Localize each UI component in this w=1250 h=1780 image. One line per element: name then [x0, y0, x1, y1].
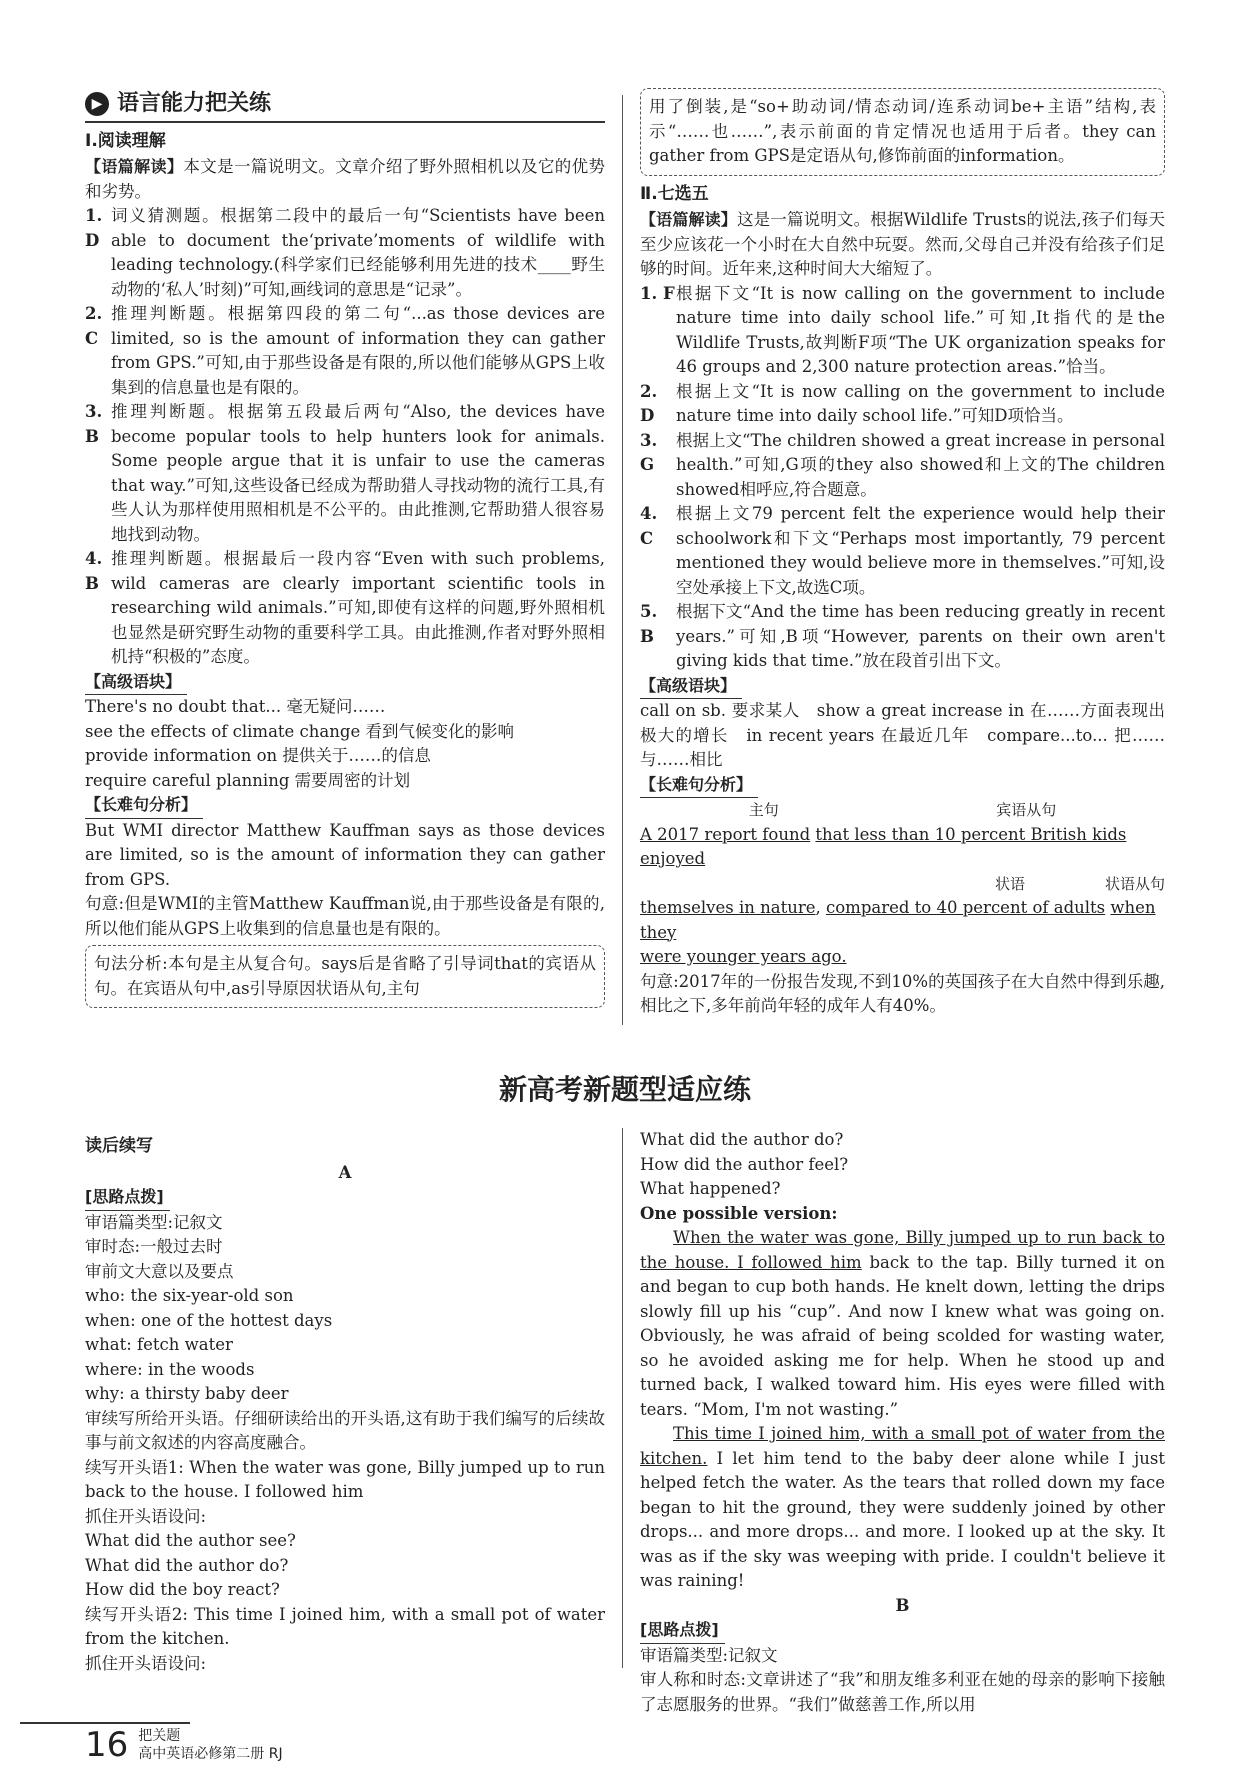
- zhuazhu-2: 抓住开头语设问:: [85, 1653, 207, 1673]
- footer-line2: 高中英语必修第二册 RJ: [138, 1746, 283, 1762]
- tag-adverbial: 状语: [994, 874, 1025, 893]
- sentence-part: compared to 40 percent of adults: [826, 898, 1106, 917]
- changnan-sentence: But WMI director Matthew Kauffman says as those devices are limited, so is the amount of information they can gather from GPS.: [85, 820, 605, 889]
- yupian-text: 本文是一篇说明文。文章介绍了野外照相机以及它的优势和劣势。: [85, 157, 605, 201]
- phrase-line: There's no doubt that... 毫无疑问……: [85, 697, 386, 716]
- tag-adverbial-clause: 状语从句: [1104, 874, 1165, 893]
- answer-number: 4. B: [85, 549, 103, 593]
- text-line: 审语篇类型:记叙文: [640, 1645, 778, 1665]
- juyi-text: 句意:但是WMI的主管Matthew Kauffman说,由于那些设备是有限的,所以他们能从GPS上收集到的信息量也是有限的。: [85, 894, 605, 938]
- answer-item: [640, 429, 1165, 503]
- reading-title: Ⅰ.阅读理解: [85, 130, 166, 151]
- column-divider: [622, 1128, 623, 1668]
- gaoji-label: 【高级语块】: [640, 674, 742, 700]
- arrow-right-icon: ▶: [85, 92, 109, 116]
- text-line: when: one of the hottest days: [85, 1310, 333, 1330]
- answer-number: 3. B: [85, 402, 103, 446]
- gaoji-label: 【高级语块】: [85, 670, 187, 696]
- kaitou-1: 续写开头语1: When the water was gone, Billy jumped up to run back to the house. I followed him: [85, 1457, 605, 1501]
- qixuan-title: Ⅱ.七选五: [640, 183, 709, 204]
- answer-item: [640, 502, 1165, 600]
- answer-text: 推理判断题。根据最后一段内容“Even with such problems, wild cameras are clearly important scientific tools in researching wild animals.”可知,即使有这样的问题,野外照相机也显然是研究野生动物的重要科学工具。由此推测,作者对野外照相机持“积极的”态度。: [111, 549, 605, 666]
- question-line: What happened?: [640, 1179, 781, 1198]
- footer: [85, 1725, 283, 1765]
- sentence-part: themselves in nature: [640, 898, 816, 917]
- answer-item: [85, 302, 605, 400]
- heading: 读后续写: [85, 1136, 153, 1156]
- footer-text: [138, 1727, 282, 1763]
- text-line: 审前文大意以及要点: [85, 1261, 234, 1281]
- gaoji-text: call on sb. 要求某人 show a great increase in 在……方面表现出极大的增长 in recent years 在最近几年 compare...to... 把……与……相比: [640, 701, 1165, 769]
- footer-line1: 把关题: [138, 1728, 181, 1744]
- tag-main-clause: 主句: [748, 801, 779, 819]
- question-line: What did the author see?: [85, 1531, 296, 1550]
- answer-text: 根据上文“The children showed a great increase in personal health.”可知,G项的they also showed和上文的The children showed相呼应,符合题意。: [676, 430, 1165, 499]
- yupian-text: 这是一篇说明文。根据Wildlife Trusts的说法,孩子们每天至少应该花一个小时在大自然中玩耍。然而,父母自己并没有给孩子们足够的时间。近年来,这种时间大大缩短了。: [640, 210, 1165, 278]
- answer-text: 推理判断题。根据第四段的第二句“...as those devices are limited, so is the amount of information they can gather from GPS.”可知,由于那些设备是有限的,所以他们能够从GPS上收集到的信息量也是有限的。: [111, 304, 605, 397]
- sentence-part: A 2017 report found: [640, 824, 811, 844]
- bottom-left-column: [85, 1128, 605, 1676]
- text-line: why: a thirsty baby deer: [85, 1384, 289, 1403]
- phrase-line: see the effects of climate change 看到气候变化的影响: [85, 721, 514, 741]
- changnan-label: 【长难句分析】: [85, 793, 203, 819]
- text-line: 审时态:一般过去时: [85, 1237, 223, 1256]
- zhuazhu-1: 抓住开头语设问:: [85, 1506, 207, 1526]
- question-line: How did the author feel?: [640, 1154, 849, 1174]
- sentence-part: that less than 10 percent British kids enjoyed: [640, 824, 1127, 868]
- story-text: I let him tend to the baby deer alone while I just helped fetch the water. As the tears that rolled down my face began to hit the ground, they were suddenly joined by other drops... and more drops... and more. I looked up at the sky. It was as if the sky was weeping with pride. I couldn't believe it was raining!: [640, 1448, 1165, 1590]
- answer-number: 2. C: [85, 304, 103, 348]
- sentence-part: were younger years ago.: [640, 947, 847, 966]
- section-title: [85, 92, 605, 123]
- changnan-label: 【长难句分析】: [640, 773, 758, 799]
- text-line: 审语篇类型:记叙文: [85, 1212, 223, 1232]
- answer-text: 词义猜测题。根据第二段中的最后一句“Scientists have been able to document the‘private’moments of wildlife with leading technology.(科学家们已经能够利用先进的技术____野生动物的‘私人’时刻)”可知,画线词的意思是“记录”。: [111, 206, 605, 299]
- story-paragraph-1: [640, 1226, 1165, 1422]
- story-underlined: When the water was gone, Billy jumped up to run back to the house. I followed him: [640, 1228, 1165, 1272]
- kaitou-2: 续写开头语2: This time I joined him, with a small pot of water from the kitchen.: [85, 1604, 605, 1648]
- grammar-tags-row: [640, 798, 1165, 823]
- top-left-column: [85, 92, 605, 1012]
- part-b-label: B: [895, 1595, 910, 1615]
- phrase-line: require careful planning 需要周密的计划: [85, 770, 411, 790]
- question-line: What did the author do?: [85, 1555, 289, 1575]
- jufa-box: 句法分析:本句是主从复合句。says后是省略了引导词that的宾语从句。在宾语从句中,as引导原因状语从句,主句: [85, 945, 605, 1008]
- story-paragraph-2: [640, 1422, 1165, 1594]
- answer-text: 根据下文“It is now calling on the government to include nature time into daily school life.”可知,It指代的是the Wildlife Trusts,故判断F项“The UK organization speaks for 46 groups and 2,300 nature protection areas.”恰当。: [676, 283, 1165, 376]
- answer-item: [640, 282, 1165, 380]
- juyi-text: 句意:2017年的一份报告发现,不到10%的英国孩子在大自然中得到乐趣,相比之下,多年前尚年轻的成年人有40%。: [640, 971, 1165, 1015]
- page-number: 16: [85, 1725, 129, 1765]
- question-line: How did the boy react?: [85, 1580, 280, 1599]
- column-divider: [622, 95, 623, 1025]
- answer-number: 5. B: [640, 602, 658, 646]
- section-title-text: 语言能力把关练: [117, 91, 272, 116]
- sentence-part: when they: [640, 898, 1156, 942]
- answer-text: 根据上文79 percent felt the experience would help their schoolwork和下文“Perhaps most importantly, 79 percent mentioned they would believe more in themselves.”可知,设空处承接上下文,故选C项。: [676, 504, 1165, 597]
- text-line: who: the six-year-old son: [85, 1286, 294, 1305]
- answer-item: [85, 547, 605, 670]
- answer-item: [640, 600, 1165, 674]
- jufa-box-cont: 用了倒装,是“so+助动词/情态动词/连系动词be+主语”结构,表示“……也……”,表示前面的肯定情况也适用于后者。they can gather from GPS是定语从句,修饰前面的information。: [640, 88, 1165, 176]
- part-a-label: A: [338, 1162, 352, 1182]
- story-text: back to the tap. Billy turned it on and began to cup both hands. He knelt down, letting the drips slowly fill up his “cup”. And now I knew what was going on. Obviously, he was afraid of being scolded for wasting water, so he avoided asking me for help. When he stood up and turned back, I walked toward him. His eyes were filled with tears. “Mom, I'm not wasting.”: [640, 1252, 1165, 1419]
- xuxie-intro: 审续写所给开头语。仔细研读给出的开头语,这有助于我们编写的后续故事与前文叙述的内容高度融合。: [85, 1408, 605, 1452]
- answer-number: 2. D: [640, 381, 658, 425]
- yupian: [640, 208, 1165, 282]
- text-line: where: in the woods: [85, 1359, 255, 1379]
- bottom-right-column: [640, 1128, 1165, 1717]
- footer-line: [20, 1722, 190, 1724]
- question-line: What did the author do?: [640, 1130, 844, 1149]
- possible-version-label: One possible version:: [640, 1203, 838, 1223]
- answer-item: [85, 400, 605, 547]
- tag-object-clause: 宾语从句: [996, 801, 1057, 819]
- grammar-tags-row: [640, 872, 1165, 897]
- text-line: what: fetch water: [85, 1335, 233, 1354]
- sentence-line: themselves in nature, compared to 40 percent of adults when they: [640, 898, 1156, 942]
- yupian: [85, 155, 605, 204]
- big-title: 新高考新题型适应练: [498, 1073, 751, 1106]
- answer-number: 1. D: [85, 206, 103, 250]
- yupian-label: 【语篇解读】: [640, 210, 737, 229]
- answer-number: 4. C: [640, 504, 658, 548]
- story-underlined: This time I joined him, with a small pot of water from the kitchen.: [640, 1424, 1165, 1468]
- answer-text: 根据下文“And the time has been reducing greatly in recent years.”可知,B项“However, parents on their own aren't giving kids that time.”放在段首引出下文。: [676, 602, 1165, 670]
- answer-item: [85, 204, 605, 302]
- top-right-column: [640, 92, 1165, 1019]
- silu-label: [思路点拨]: [640, 1618, 725, 1644]
- sentence-line: [640, 823, 1165, 872]
- yupian-label: 【语篇解读】: [85, 157, 184, 176]
- answer-item: [640, 380, 1165, 429]
- phrase-line: provide information on 提供关于……的信息: [85, 746, 431, 765]
- answer-number: 3. G: [640, 430, 658, 474]
- answer-text: 推理判断题。根据第五段最后两句“Also, the devices have become popular tools to help hunters look for animals. Some people argue that it is unfair to use the cameras that way.”可知,这些设备已经成为帮助猎人寻找动物的流行工具,有些人认为那样使用照相机是不公平的。由此推测,它帮助猎人很容易地找到动物。: [111, 402, 605, 544]
- answer-number: 1. F: [640, 283, 675, 303]
- text-line: 审人称和时态:文章讲述了“我”和朋友维多利亚在她的母亲的影响下接触了志愿服务的世界。“我们”做慈善工作,所以用: [640, 1670, 1165, 1714]
- answer-text: 根据上文“It is now calling on the government to include nature time into daily school life.”可知D项恰当。: [676, 381, 1165, 425]
- silu-label: [思路点拨]: [85, 1185, 170, 1211]
